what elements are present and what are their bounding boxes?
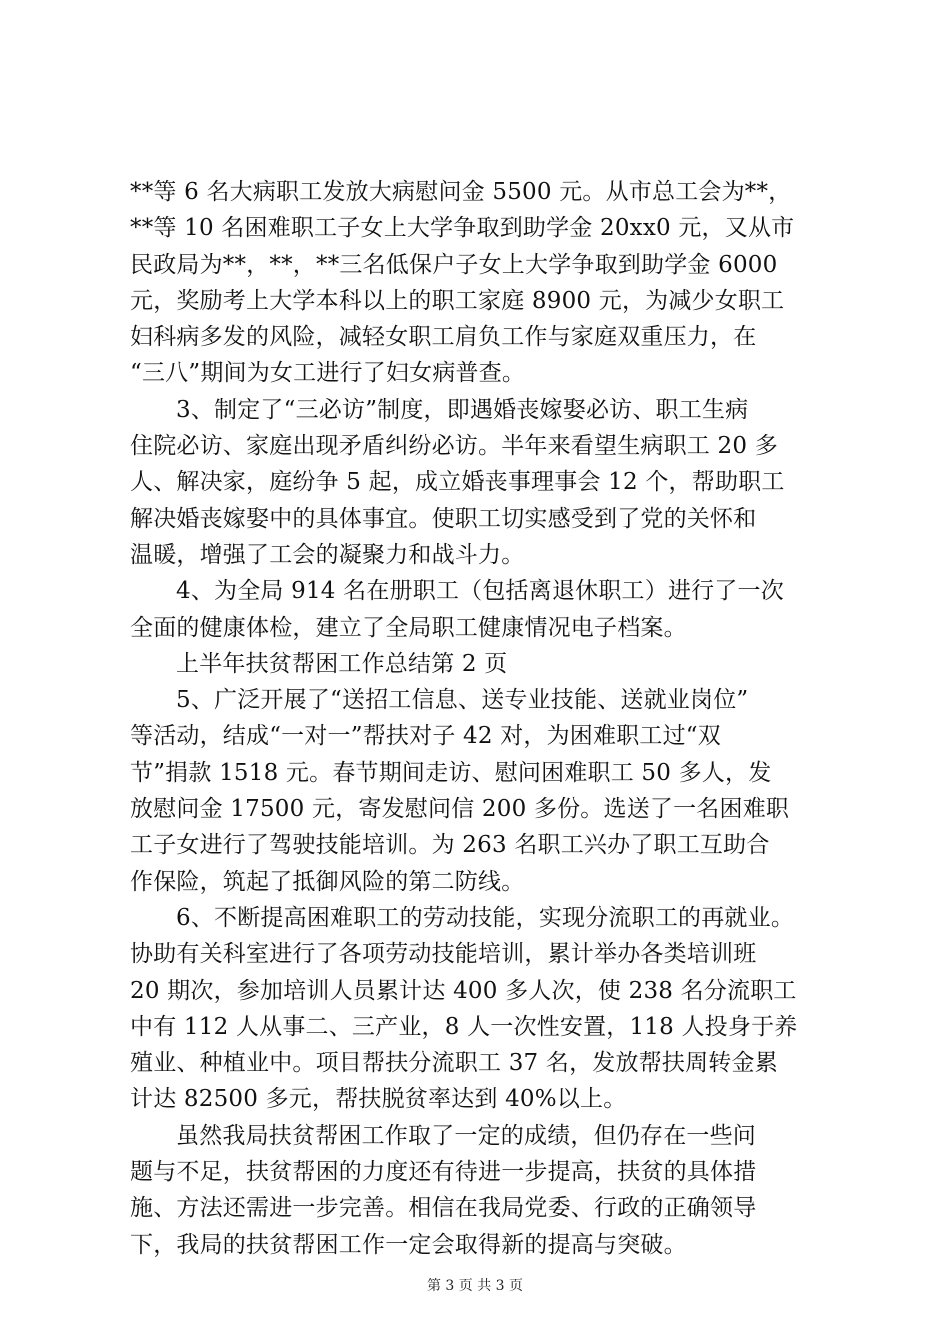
text-line: 5、广泛开展了“送招工信息、送专业技能、送就业岗位” [176,687,749,714]
text-line: 20 期次，参加培训人员累计达 400 多人次，使 238 名分流职工 [130,977,797,1004]
text-line: 协助有关科室进行了各项劳动技能培训，累计举办各类培训班 [130,941,757,968]
text-line: 作保险，筑起了抵御风险的第二防线。 [130,868,525,895]
text-line: 上半年扶贫帮困工作总结第 2 页 [176,650,508,677]
text-line: 民政局为**，**，**三名低保户子女上大学争取到助学金 6000 [130,251,778,278]
text-line: 工子女进行了驾驶技能培训。为 263 名职工兴办了职工互助合 [130,832,770,859]
text-line: **等 10 名困难职工子女上大学争取到助学金 20xx0 元，又从市 [130,215,795,242]
text-line: 4、为全局 914 名在册职工（包括离退休职工）进行了一次 [176,578,784,605]
text-line: 题与不足，扶贫帮困的力度还有待进一步提高，扶贫的具体措 [130,1159,757,1186]
text-line: 温暖，增强了工会的凝聚力和战斗力。 [130,541,525,568]
text-line: 住院必访、家庭出现矛盾纠纷必访。半年来看望生病职工 20 多 [130,433,778,460]
text-line: 妇科病多发的风险，减轻女职工肩负工作与家庭双重压力，在 [130,324,757,351]
text-line: 殖业、种植业中。项目帮扶分流职工 37 名，发放帮扶周转金累 [130,1050,778,1077]
text-line: “三八”期间为女工进行了妇女病普查。 [130,360,526,387]
text-line: 解决婚丧嫁娶中的具体事宜。使职工切实感受到了党的关怀和 [130,505,757,532]
text-line: 节”捐款 1518 元。春节期间走访、慰问困难职工 50 多人，发 [130,759,772,786]
text-line: 等活动，结成“一对一”帮扶对子 42 对，为困难职工过“双 [130,723,721,750]
text-line: 施、方法还需进一步完善。相信在我局党委、行政的正确领导 [130,1195,757,1222]
text-line: **等 6 名大病职工发放大病慰问金 5500 元。从市总工会为**， [130,179,792,205]
text-line: 人、解决家，庭纷争 5 起，成立婚丧事理事会 12 个，帮助职工 [130,469,785,496]
text-line: 虽然我局扶贫帮困工作取了一定的成绩，但仍存在一些问 [176,1122,756,1149]
text-line: 3、制定了“三必访”制度，即遇婚丧嫁娶必访、职工生病 [176,396,749,423]
text-line: 计达 82500 多元，帮扶脱贫率达到 40%以上。 [130,1086,627,1113]
text-line: 中有 112 人从事二、三产业，8 人一次性安置，118 人投身于养 [130,1013,798,1040]
document-body [130,174,830,1263]
text-line: 下，我局的扶贫帮困工作一定会取得新的提高与突破。 [130,1231,687,1258]
text-line: 元，奖励考上大学本科以上的职工家庭 8900 元，为减少女职工 [130,287,785,314]
text-line: 6、不断提高困难职工的劳动技能，实现分流职工的再就业。 [176,904,795,931]
text-line: 放慰问金 17500 元，寄发慰问信 200 多份。选送了一名困难职 [130,796,790,823]
text-line: 全面的健康体检，建立了全局职工健康情况电子档案。 [130,614,687,641]
page-footer: 第 3 页 共 3 页 [426,1278,524,1294]
